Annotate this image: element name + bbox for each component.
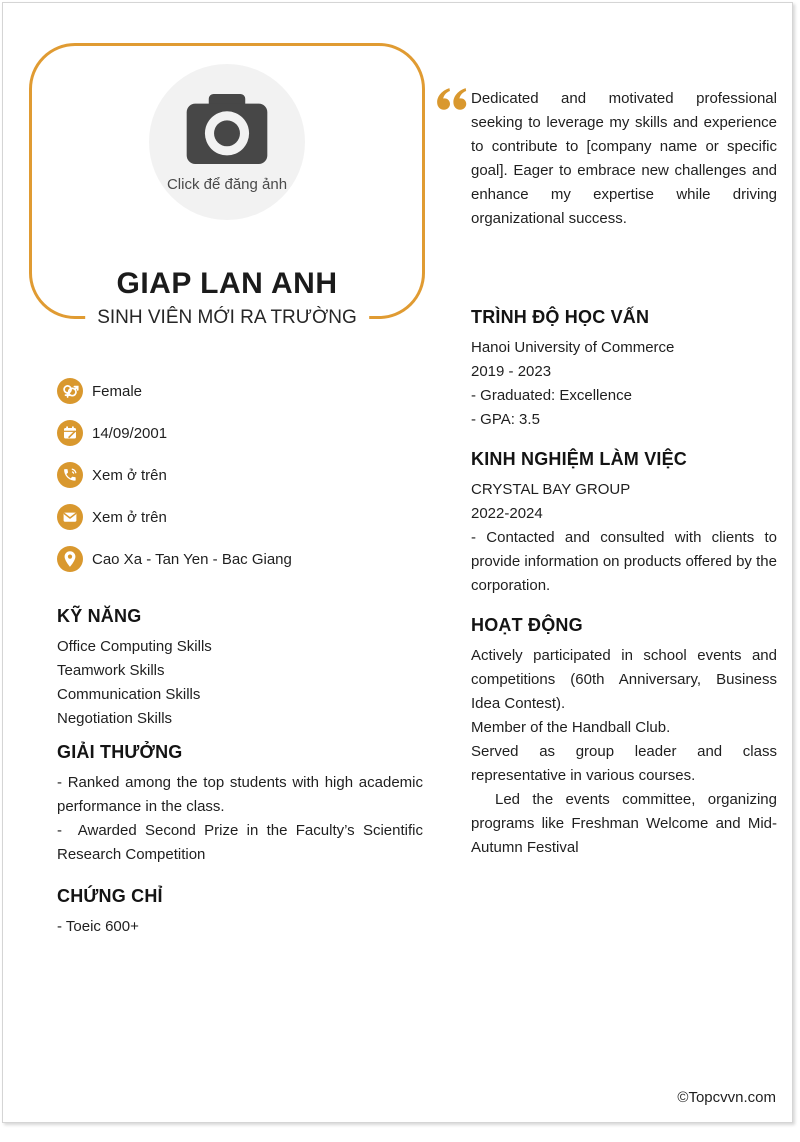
education-school: Hanoi University of Commerce: [471, 339, 675, 356]
section-title-experience: KINH NGHIỆM LÀM VIỆC: [471, 449, 688, 469]
experience-period: 2022-2024: [471, 505, 543, 522]
contact-list: [57, 378, 292, 588]
skill-item: Teamwork Skills: [57, 662, 165, 679]
section-title-skills: KỸ NĂNG: [57, 606, 142, 626]
contact-row-email: [57, 504, 292, 530]
section-objective: [471, 87, 777, 231]
profile-title: SINH VIÊN MỚI RA TRƯỜNG: [85, 307, 369, 329]
section-title-education: TRÌNH ĐỘ HỌC VẤN: [471, 307, 650, 327]
contact-value-phone: Xem ở trên: [92, 466, 167, 484]
education-detail: - Graduated: Excellence: [471, 387, 632, 404]
email-icon: [57, 504, 83, 530]
profile-name: GIAP LAN ANH: [116, 267, 338, 300]
experience-company: CRYSTAL BAY GROUP: [471, 481, 631, 498]
contact-value-email: Xem ở trên: [92, 508, 167, 526]
education-detail: - GPA: 3.5: [471, 411, 540, 428]
phone-icon: [57, 462, 83, 488]
camera-icon: [179, 91, 275, 173]
quote-icon: [436, 87, 467, 116]
activity-item: Member of the Handball Club.: [471, 719, 671, 736]
skill-item: Office Computing Skills: [57, 638, 212, 655]
section-activities: [471, 614, 777, 860]
contact-value-gender: Female: [92, 382, 143, 400]
skill-item: Negotiation Skills: [57, 710, 173, 727]
award-item: - Ranked among the top students with high academic performance in the class.: [57, 774, 423, 815]
skill-item: Communication Skills: [57, 686, 201, 703]
cv-page: [2, 2, 793, 1123]
contact-row-address: [57, 546, 292, 572]
section-title-activities: HOẠT ĐỘNG: [471, 615, 583, 635]
certificate-item: - Toeic 600+: [57, 918, 139, 935]
award-item: - Awarded Second Prize in the Faculty’s Scientific Research Competition: [57, 822, 423, 863]
calendar-icon: [57, 420, 83, 446]
activity-item: Led the events committee, organizing programs like Freshman Welcome and Mid-Autumn Festival: [471, 791, 777, 856]
contact-row-phone: [57, 462, 292, 488]
contact-row-gender: [57, 378, 292, 404]
objective-text: Dedicated and motivated professional seeking to leverage my skills and experience to contribute to [company name or specific goal]. Eager to embrace new challenges and enhance my expertise while driving organizational success.: [471, 90, 777, 227]
section-certificates: [57, 885, 423, 939]
section-title-certificates: CHỨNG CHỈ: [57, 886, 163, 906]
activity-item: Served as group leader and class representative in various courses.: [471, 743, 777, 784]
activity-item: Actively participated in school events and competitions (60th Anniversary, Business Idea Contest).: [471, 647, 777, 712]
section-education: [471, 306, 777, 432]
experience-description: - Contacted and consulted with clients to provide information on products offered by the corporation.: [471, 529, 777, 594]
section-skills: [57, 605, 423, 731]
location-icon: [57, 546, 83, 572]
education-period: 2019 - 2023: [471, 363, 552, 380]
section-experience: [471, 448, 777, 598]
photo-frame: [29, 43, 425, 328]
gender-icon: [57, 378, 83, 404]
footer-credit: ©Topcvvn.com: [677, 1089, 776, 1106]
contact-row-birthdate: [57, 420, 292, 446]
section-awards: [57, 741, 423, 867]
contact-value-address: Cao Xa - Tan Yen - Bac Giang: [92, 550, 292, 568]
contact-value-birthdate: 14/09/2001: [92, 424, 168, 442]
photo-upload-label: Click để đăng ảnh: [166, 176, 288, 193]
photo-upload[interactable]: [149, 64, 305, 220]
section-title-awards: GIẢI THƯỞNG: [57, 742, 183, 762]
